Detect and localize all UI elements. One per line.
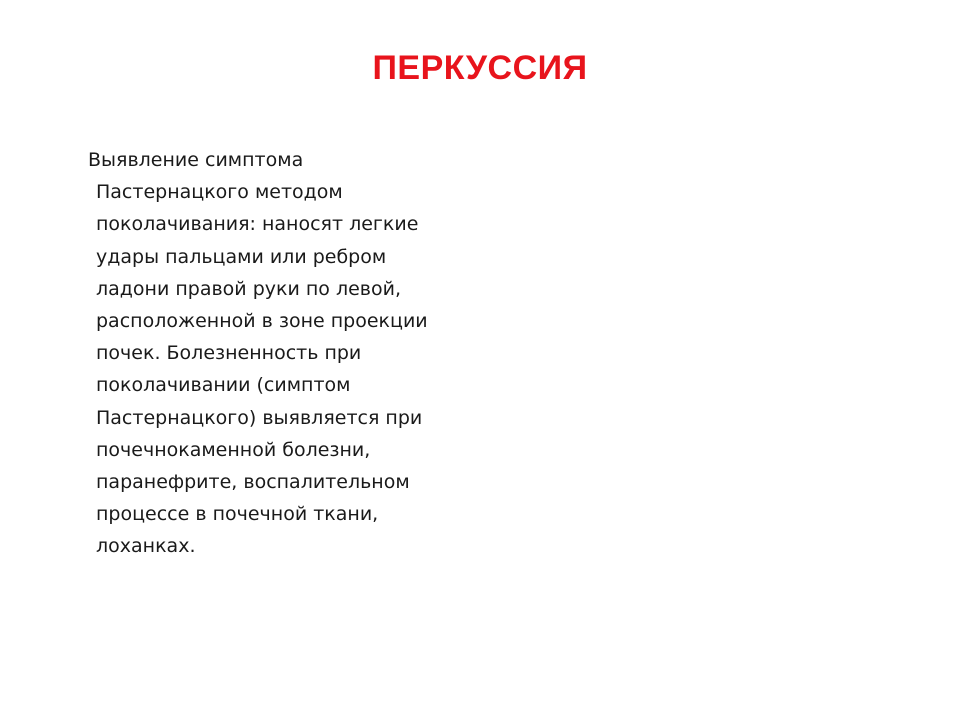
body-line: поколачивания: наносят легкие xyxy=(96,213,419,236)
slide-body-text xyxy=(88,144,496,563)
body-line: почечнокаменной болезни, xyxy=(96,438,371,461)
body-line: удары пальцами или ребром xyxy=(96,245,387,268)
body-line: почек. Болезненность при xyxy=(96,342,362,365)
body-line: поколачивании (симптом xyxy=(96,374,351,397)
slide-title: ПЕРКУССИЯ xyxy=(372,49,588,87)
body-line: Выявление симптома xyxy=(88,149,304,171)
body-line: паранефрите, воспалительном xyxy=(96,471,410,494)
body-line: лоханках. xyxy=(96,535,196,558)
body-line: процессе в почечной ткани, xyxy=(96,503,379,526)
body-line: Пастернацкого) выявляется при xyxy=(96,406,423,429)
body-line: расположенной в зоне проекции xyxy=(96,310,428,333)
body-line: ладони правой руки по левой, xyxy=(96,277,401,300)
body-line: Пастернацкого методом xyxy=(96,181,343,204)
